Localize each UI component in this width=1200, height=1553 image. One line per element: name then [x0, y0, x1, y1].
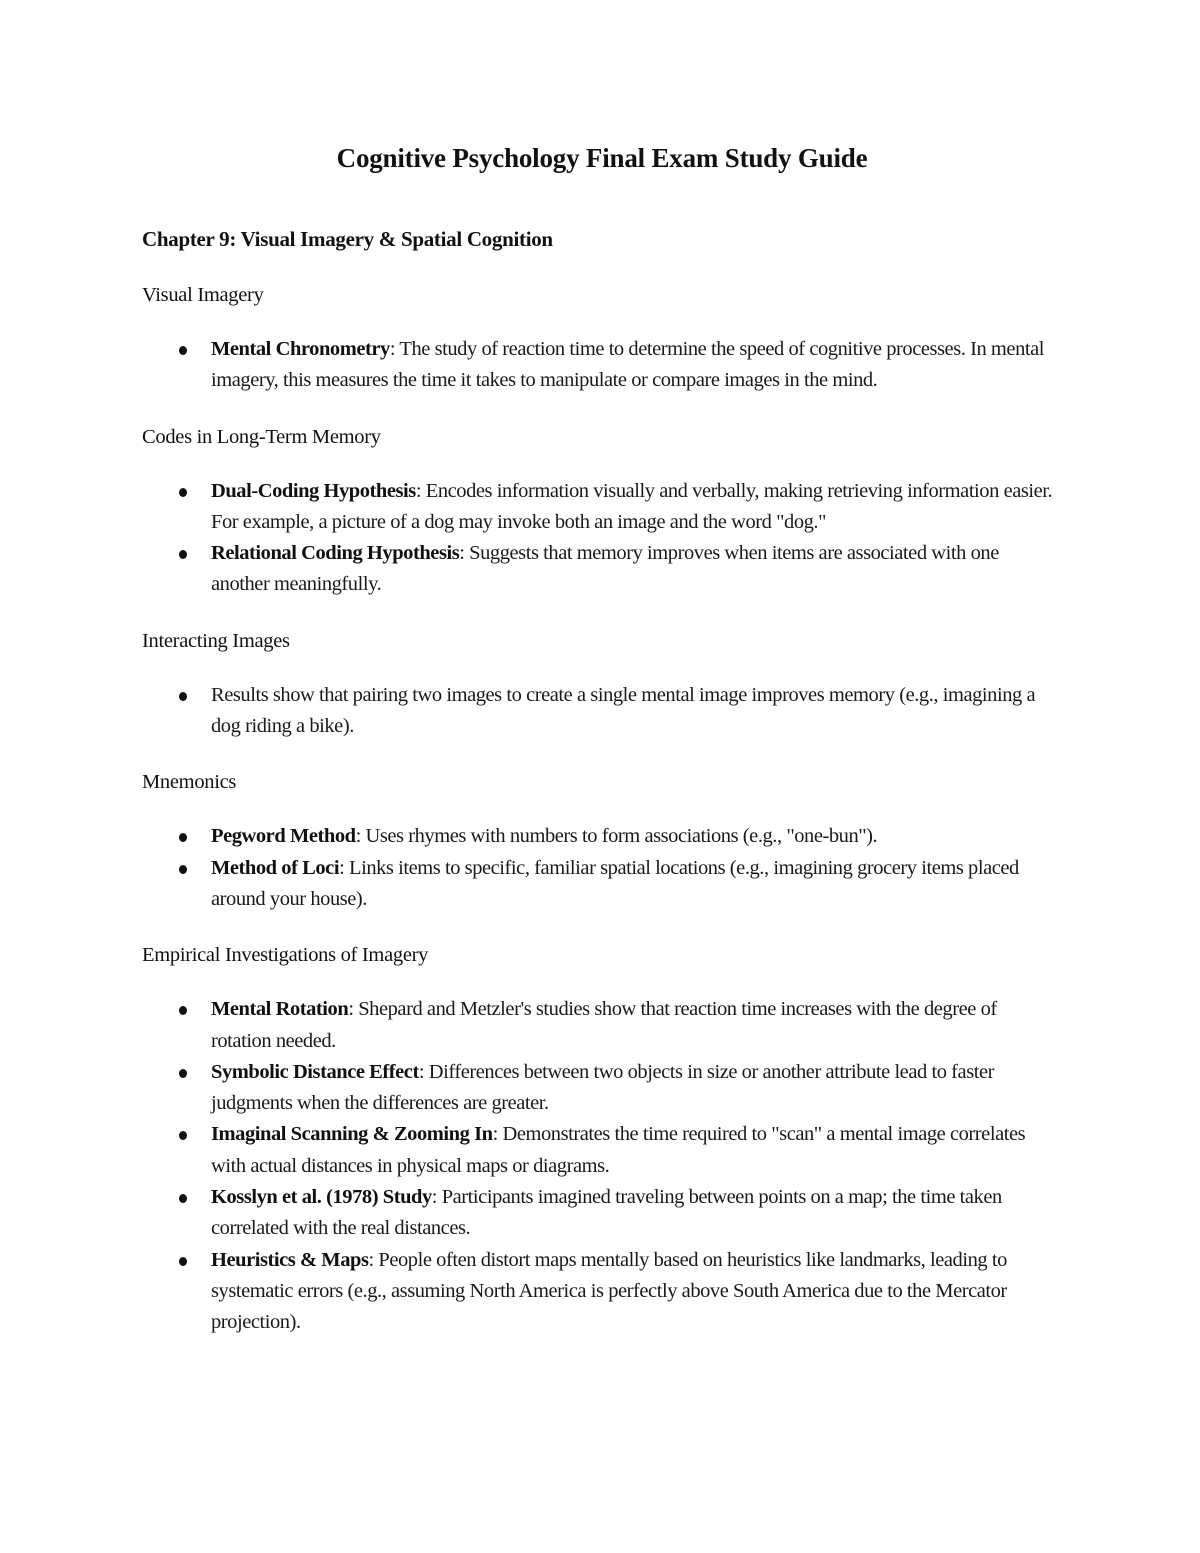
list-item — [142, 1245, 1061, 1339]
bullet-icon — [179, 1194, 187, 1203]
document-title: Cognitive Psychology Final Exam Study Guide — [336, 143, 868, 173]
term: Mental Chronometry — [211, 338, 390, 360]
bullet-list — [142, 334, 1062, 397]
list-item — [142, 1057, 1061, 1120]
term: Heuristics & Maps — [211, 1248, 369, 1271]
list-item — [142, 1119, 1061, 1182]
definition: : Demonstrates the time required to "scan" a mental image correlates with actual distances in physical maps or diagrams. — [211, 1123, 1026, 1177]
list-item — [142, 680, 1061, 743]
bullet-icon — [179, 346, 187, 355]
list-item — [142, 538, 1061, 601]
bullet-icon — [179, 550, 187, 559]
chapter-heading: Chapter 9: Visual Imagery & Spatial Cognition — [142, 227, 553, 251]
definition: : Uses rhymes with numbers to form associations (e.g., "one-bun"). — [355, 825, 878, 848]
term: Mental Rotation — [211, 998, 349, 1021]
section-heading-visual-imagery: Visual Imagery — [142, 284, 264, 306]
definition: : Links items to specific, familiar spatial locations (e.g., imagining grocery items placed around your house). — [211, 856, 1019, 910]
section-heading-mnemonics: Mnemonics — [142, 771, 237, 794]
definition: : People often distort maps mentally based on heuristics like landmarks, leading to systematic errors (e.g., assuming North America is perfectly above South America due to the Mercator projection). — [211, 1248, 1007, 1334]
definition: : Shepard and Metzler's studies show that reaction time increases with the degree of rotation needed. — [211, 998, 997, 1052]
bullet-icon — [179, 1131, 187, 1140]
list-item — [142, 476, 1061, 539]
list-item — [142, 334, 1061, 397]
section-heading-interacting-images: Interacting Images — [142, 629, 290, 652]
definition: Results show that pairing two images to create a single mental image improves memory (e.g., imagining a dog riding a bike). — [211, 683, 1036, 738]
term: Relational Coding Hypothesis — [211, 542, 460, 565]
term: Kosslyn et al. (1978) Study — [211, 1186, 432, 1209]
section-heading-empirical: Empirical Investigations of Imagery — [142, 944, 429, 967]
definition: : The study of reaction time to determine the speed of cognitive processes. In mental imagery, this measures the time it takes to manipulate or compare images in the mind. — [211, 338, 1045, 392]
list-item — [142, 994, 1061, 1057]
list-item — [142, 853, 1061, 916]
document-page — [142, 138, 1062, 1364]
term: Symbolic Distance Effect — [211, 1060, 419, 1083]
bullet-icon — [179, 865, 187, 874]
definition: : Differences between two objects in size or another attribute lead to faster judgments when the differences are greater. — [211, 1060, 995, 1115]
bullet-icon — [179, 488, 187, 497]
definition: : Encodes information visually and verbally, making retrieving information easier. For example, a picture of a dog may invoke both an image and the word "dog." — [211, 479, 1053, 533]
bullet-list — [142, 821, 1062, 915]
list-item — [142, 821, 1061, 852]
definition: : Participants imagined traveling between points on a map; the time taken correlated with the real distances. — [211, 1186, 1002, 1240]
bullet-icon — [179, 1069, 187, 1078]
bullet-icon — [179, 833, 187, 842]
bullet-list — [142, 680, 1062, 743]
bullet-icon — [179, 1006, 187, 1015]
bullet-icon — [179, 692, 187, 701]
definition: : Suggests that memory improves when items are associated with one another meaningfully. — [211, 542, 999, 596]
list-item — [142, 1182, 1061, 1245]
term: Imaginal Scanning & Zooming In — [211, 1123, 493, 1146]
bullet-icon — [179, 1257, 187, 1266]
term: Pegword Method — [211, 825, 356, 848]
term: Dual-Coding Hypothesis — [211, 479, 416, 502]
section-heading-codes-ltm: Codes in Long-Term Memory — [142, 425, 381, 448]
bullet-list — [142, 476, 1062, 601]
bullet-list — [142, 994, 1062, 1338]
term: Method of Loci — [211, 856, 340, 879]
